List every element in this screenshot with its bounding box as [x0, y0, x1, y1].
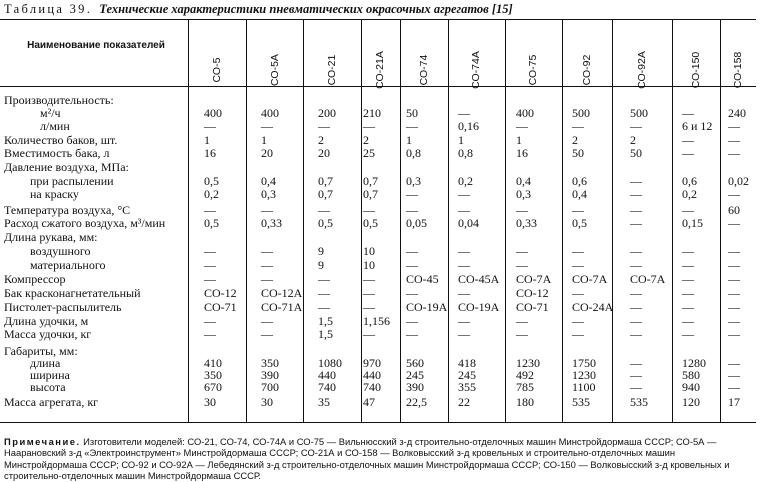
- table-cell: —: [728, 146, 740, 160]
- table-cell: —: [363, 119, 375, 133]
- table-cell: 390: [261, 368, 279, 382]
- table-cell: СО-7А: [572, 272, 608, 286]
- table-title: Технические характеристики пневматических окрасочных агрегатов [15]: [99, 2, 513, 16]
- table-cell: —: [572, 327, 584, 341]
- table-cell: —: [204, 272, 216, 286]
- table-cell: 16: [204, 146, 216, 160]
- model-header: СО-150: [690, 51, 702, 89]
- table-cell: 1280: [682, 356, 706, 370]
- table-cell: СО-7А: [630, 272, 666, 286]
- table-cell: —: [728, 286, 740, 300]
- row-label: Масса агрегата, кг: [4, 395, 99, 409]
- table-cell: —: [682, 146, 694, 160]
- table-cell: —: [516, 314, 528, 328]
- table-cell: 1080: [318, 356, 342, 370]
- table-row: [0, 217, 756, 229]
- table-cell: —: [728, 133, 740, 147]
- row-label: л/мин: [40, 119, 70, 133]
- table-cell: 0,8: [458, 146, 473, 160]
- table-cell: 20: [261, 146, 273, 160]
- row-label: Количество баков, шт.: [4, 133, 118, 147]
- table-cell: —: [406, 314, 418, 328]
- row-label: на краску: [30, 187, 79, 201]
- row-label: воздушного: [30, 244, 91, 258]
- table-cell: 9: [318, 258, 324, 272]
- table-cell: 1: [516, 133, 522, 147]
- table-cell: 0,7: [318, 187, 333, 201]
- table-cell: 1230: [572, 368, 596, 382]
- table-cell: —: [572, 244, 584, 258]
- table-row: [0, 301, 756, 313]
- table-cell: 1100: [572, 380, 596, 394]
- table-cell: 0,02: [728, 174, 749, 188]
- table-row: [0, 231, 756, 243]
- table-cell: СО-71: [204, 300, 237, 314]
- table-cell: —: [261, 272, 273, 286]
- table-cell: 400: [516, 106, 534, 120]
- table-cell: —: [728, 244, 740, 258]
- table-cell: —: [630, 216, 642, 230]
- table-cell: —: [458, 106, 470, 120]
- table-cell: —: [458, 187, 470, 201]
- table-cell: —: [363, 300, 375, 314]
- table-cell: СО-45А: [458, 272, 500, 286]
- table-cell: —: [516, 258, 528, 272]
- table-cell: —: [728, 327, 740, 341]
- table-cell: —: [630, 368, 642, 382]
- table-cell: 0,33: [516, 216, 537, 230]
- table-cell: СО-45: [406, 272, 439, 286]
- table-cell: 1: [261, 133, 267, 147]
- table-cell: 410: [204, 356, 222, 370]
- table-cell: —: [682, 272, 694, 286]
- table-cell: 0,33: [261, 216, 282, 230]
- table-cell: 1: [458, 133, 464, 147]
- table-cell: СО-7А: [516, 272, 552, 286]
- table-cell: —: [630, 203, 642, 217]
- table-cell: 0,2: [682, 187, 697, 201]
- table-cell: 30: [204, 395, 216, 409]
- footnote-text: Изготовители моделей: СО-21, СО-74, СО-74А и СО-75 — Вильнюсский з-д строительно-отделочных машин Минстройдормаша СССР; СО-5А — Наарановский з-д «Электроинструмент» Минстройдормаша СССР; СО-21А и СО-158 — Волковысский з-д кровельных и строительно-отделочных машин Минстройдормаша СССР; СО-92 и СО-92А — Лебедянский з-д строительно-отделочных машин Минстройдормаша СССР; СО-150 — Волковысский з-д кровельных и строительно-отделочных машин Минстройдормаша СССР.: [4, 436, 730, 482]
- table-cell: СО-12: [204, 286, 237, 300]
- table-cell: 0,5: [363, 216, 378, 230]
- table-cell: —: [572, 119, 584, 133]
- table-cell: —: [728, 300, 740, 314]
- model-header: СО-74: [418, 54, 430, 86]
- table-cell: 0,16: [458, 119, 479, 133]
- table-cell: —: [458, 327, 470, 341]
- table-cell: —: [682, 314, 694, 328]
- table-cell: —: [406, 327, 418, 341]
- table-cell: —: [630, 258, 642, 272]
- table-row: [0, 175, 756, 187]
- table-cell: 670: [204, 380, 222, 394]
- table-cell: 50: [630, 146, 642, 160]
- table-cell: —: [682, 203, 694, 217]
- table-cell: 970: [363, 356, 381, 370]
- table-cell: 0,7: [363, 187, 378, 201]
- table-cell: —: [682, 244, 694, 258]
- table-cell: 0,05: [406, 216, 427, 230]
- table-cell: 6 и 12: [682, 119, 713, 133]
- table-cell: 200: [318, 106, 336, 120]
- table-cell: 1: [204, 133, 210, 147]
- model-header: СО-92А: [636, 51, 648, 89]
- table-cell: —: [572, 258, 584, 272]
- table-cell: —: [261, 119, 273, 133]
- name-column-header: Наименование показателей: [27, 40, 165, 51]
- table-cell: 418: [458, 356, 476, 370]
- table-row: [0, 315, 756, 327]
- table-cell: 2: [318, 133, 324, 147]
- model-header: СО-21: [326, 54, 338, 86]
- model-header: СО-21А: [374, 51, 386, 89]
- table-cell: —: [728, 187, 740, 201]
- row-label: Давление воздуха, МПа:: [4, 160, 129, 174]
- table-cell: —: [318, 119, 330, 133]
- table-row: [0, 204, 756, 216]
- row-label: Длина рукава, мм:: [4, 230, 98, 244]
- table-cell: 390: [406, 380, 424, 394]
- table-cell: —: [363, 286, 375, 300]
- table-cell: —: [630, 380, 642, 394]
- table-cell: 492: [516, 368, 534, 382]
- row-label: Масса удочки, кг: [4, 327, 92, 341]
- table-cell: —: [728, 380, 740, 394]
- row-label: при распылении: [30, 174, 114, 188]
- table-cell: 30: [261, 395, 273, 409]
- table-cell: 500: [630, 106, 648, 120]
- row-label: Бак красконагнетательный: [4, 286, 141, 300]
- table-cell: 0,8: [406, 146, 421, 160]
- table-cell: 9: [318, 244, 324, 258]
- table-cell: —: [728, 272, 740, 286]
- table-cell: —: [204, 244, 216, 258]
- table-cell: 0,6: [682, 174, 697, 188]
- table-cell: 440: [363, 368, 381, 382]
- table-cell: —: [458, 258, 470, 272]
- table-cell: 0,5: [204, 216, 219, 230]
- table-cell: 10: [363, 258, 375, 272]
- table-cell: 355: [458, 380, 476, 394]
- table-cell: —: [458, 203, 470, 217]
- table-cell: 240: [728, 106, 746, 120]
- table-cell: —: [363, 203, 375, 217]
- table-cell: —: [406, 203, 418, 217]
- table-row: [0, 134, 756, 146]
- table-cell: —: [682, 327, 694, 341]
- row-label: Производительность:: [4, 93, 114, 107]
- table-cell: СО-19А: [458, 300, 500, 314]
- table-cell: —: [728, 216, 740, 230]
- table-cell: —: [728, 356, 740, 370]
- table-cell: 0,6: [572, 174, 587, 188]
- row-label: Вместимость бака, л: [4, 146, 110, 160]
- table-cell: 35: [318, 395, 330, 409]
- row-label: высота: [30, 380, 66, 394]
- table-cell: 22,5: [406, 395, 427, 409]
- table-cell: 535: [630, 395, 648, 409]
- table-cell: —: [261, 203, 273, 217]
- model-header: СО-92: [581, 54, 593, 86]
- table-cell: 1,5: [318, 314, 333, 328]
- table-cell: 740: [363, 380, 381, 394]
- table-row: [0, 188, 756, 200]
- table-cell: —: [728, 368, 740, 382]
- table-cell: 0,4: [261, 174, 276, 188]
- table-row: [0, 287, 756, 299]
- table-cell: —: [458, 314, 470, 328]
- table-cell: —: [630, 314, 642, 328]
- table-cell: 60: [728, 203, 740, 217]
- table-cell: 580: [682, 368, 700, 382]
- model-header: СО-75: [527, 54, 539, 86]
- table-cell: —: [204, 119, 216, 133]
- table-cell: —: [682, 286, 694, 300]
- table-cell: 400: [204, 106, 222, 120]
- table-cell: 560: [406, 356, 424, 370]
- row-label: Габариты, мм:: [4, 344, 78, 358]
- table-cell: 0,5: [204, 174, 219, 188]
- table-cell: —: [204, 314, 216, 328]
- table-cell: СО-19А: [406, 300, 448, 314]
- table-cell: 0,3: [516, 187, 531, 201]
- table-cell: 740: [318, 380, 336, 394]
- table-cell: 0,3: [406, 174, 421, 188]
- table-cell: —: [728, 314, 740, 328]
- top-rule: [0, 19, 756, 20]
- table-cell: 350: [261, 356, 279, 370]
- model-header: СО-5: [211, 57, 223, 83]
- row-label: ширина: [30, 368, 70, 382]
- table-cell: —: [261, 244, 273, 258]
- model-header: СО-74А: [470, 51, 482, 89]
- table-cell: —: [318, 300, 330, 314]
- table-cell: —: [682, 300, 694, 314]
- table-cell: —: [572, 286, 584, 300]
- table-cell: СО-24А: [572, 300, 614, 314]
- table-cell: —: [261, 258, 273, 272]
- table-cell: 535: [572, 395, 590, 409]
- table-row: [0, 161, 756, 173]
- table-cell: 700: [261, 380, 279, 394]
- table-cell: —: [261, 314, 273, 328]
- table-row: [0, 381, 756, 393]
- table-cell: —: [630, 286, 642, 300]
- table-cell: —: [682, 258, 694, 272]
- table-row: [0, 328, 756, 340]
- table-cell: СО-12А: [261, 286, 303, 300]
- table-cell: —: [516, 119, 528, 133]
- table-cell: 17: [728, 395, 740, 409]
- table-cell: 0,2: [458, 174, 473, 188]
- table-row: [0, 259, 756, 271]
- table-cell: 1230: [516, 356, 540, 370]
- table-cell: 940: [682, 380, 700, 394]
- table-cell: 0,5: [318, 216, 333, 230]
- table-cell: 25: [363, 146, 375, 160]
- table-row: [0, 107, 756, 119]
- table-cell: —: [630, 356, 642, 370]
- table-row: [0, 245, 756, 257]
- table-cell: 2: [363, 133, 369, 147]
- table-cell: 500: [572, 106, 590, 120]
- table-cell: —: [458, 244, 470, 258]
- table-cell: —: [458, 286, 470, 300]
- table-cell: —: [728, 119, 740, 133]
- table-row: [0, 120, 756, 132]
- table-cell: 0,15: [682, 216, 703, 230]
- table-cell: —: [406, 119, 418, 133]
- table-cell: 20: [318, 146, 330, 160]
- table-cell: СО-71А: [261, 300, 303, 314]
- table-cell: 0,4: [572, 187, 587, 201]
- table-cell: 50: [572, 146, 584, 160]
- table-cell: 1,5: [318, 327, 333, 341]
- table-row: [0, 94, 756, 106]
- table-cell: —: [630, 187, 642, 201]
- row-label: м²/ч: [40, 106, 61, 120]
- row-label: Температура воздуха, °С: [4, 203, 131, 217]
- table-cell: —: [516, 203, 528, 217]
- table-cell: 245: [406, 368, 424, 382]
- table-cell: 0,2: [204, 187, 219, 201]
- table-cell: 0,04: [458, 216, 479, 230]
- table-cell: —: [630, 119, 642, 133]
- row-label: Расход сжатого воздуха, м³/мин: [4, 216, 166, 230]
- table-number: Таблица 39.: [4, 2, 93, 16]
- table-cell: 0,7: [363, 174, 378, 188]
- table-row: [0, 396, 756, 408]
- table-cell: —: [406, 244, 418, 258]
- table-cell: —: [406, 187, 418, 201]
- table-cell: 1750: [572, 356, 596, 370]
- table-cell: 22: [458, 395, 470, 409]
- table-cell: 1,156: [363, 314, 390, 328]
- table-cell: —: [204, 258, 216, 272]
- table-cell: —: [318, 286, 330, 300]
- table-cell: 0,7: [318, 174, 333, 188]
- table-cell: 50: [406, 106, 418, 120]
- table-cell: 120: [682, 395, 700, 409]
- row-label: Пистолет-распылитель: [4, 300, 122, 314]
- table-cell: 0,3: [261, 187, 276, 201]
- table-cell: —: [406, 286, 418, 300]
- table-cell: —: [630, 327, 642, 341]
- table-cell: 210: [363, 106, 381, 120]
- table-cell: 440: [318, 368, 336, 382]
- table-cell: —: [516, 327, 528, 341]
- table-cell: —: [728, 258, 740, 272]
- table-cell: 1: [406, 133, 412, 147]
- table-cell: 2: [630, 133, 636, 147]
- row-label: материального: [30, 258, 106, 272]
- table-cell: 0,5: [572, 216, 587, 230]
- row-label: Длина удочки, м: [4, 314, 89, 328]
- table-cell: 400: [261, 106, 279, 120]
- table-cell: —: [363, 327, 375, 341]
- table-cell: —: [406, 258, 418, 272]
- footnote-label: Примечание.: [4, 436, 81, 447]
- table-cell: 350: [204, 368, 222, 382]
- table-cell: 2: [572, 133, 578, 147]
- table-cell: —: [261, 327, 273, 341]
- table-cell: 785: [516, 380, 534, 394]
- table-row: [0, 273, 756, 285]
- table-cell: —: [363, 272, 375, 286]
- model-header: СО-5А: [269, 54, 281, 86]
- table-cell: —: [630, 174, 642, 188]
- table-cell: —: [682, 106, 694, 120]
- table-cell: 10: [363, 244, 375, 258]
- table-cell: —: [630, 244, 642, 258]
- table-cell: —: [204, 327, 216, 341]
- table-cell: —: [572, 314, 584, 328]
- table-cell: —: [318, 203, 330, 217]
- bottom-rule: [0, 422, 756, 423]
- footnote: [4, 436, 756, 482]
- table-cell: СО-12: [516, 286, 549, 300]
- table-cell: 180: [516, 395, 534, 409]
- table-cell: 0,4: [516, 174, 531, 188]
- row-label: длина: [30, 356, 61, 370]
- table-cell: —: [682, 133, 694, 147]
- table-cell: 47: [363, 395, 375, 409]
- table-cell: —: [516, 244, 528, 258]
- row-label: Компрессор: [4, 272, 66, 286]
- table-cell: —: [204, 203, 216, 217]
- table-cell: 16: [516, 146, 528, 160]
- table-cell: —: [572, 203, 584, 217]
- model-header: СО-158: [732, 51, 744, 89]
- table-cell: СО-71: [516, 300, 549, 314]
- table-caption: [4, 2, 756, 16]
- table-cell: 245: [458, 368, 476, 382]
- table-row: [0, 147, 756, 159]
- table-cell: —: [630, 300, 642, 314]
- table-cell: —: [318, 272, 330, 286]
